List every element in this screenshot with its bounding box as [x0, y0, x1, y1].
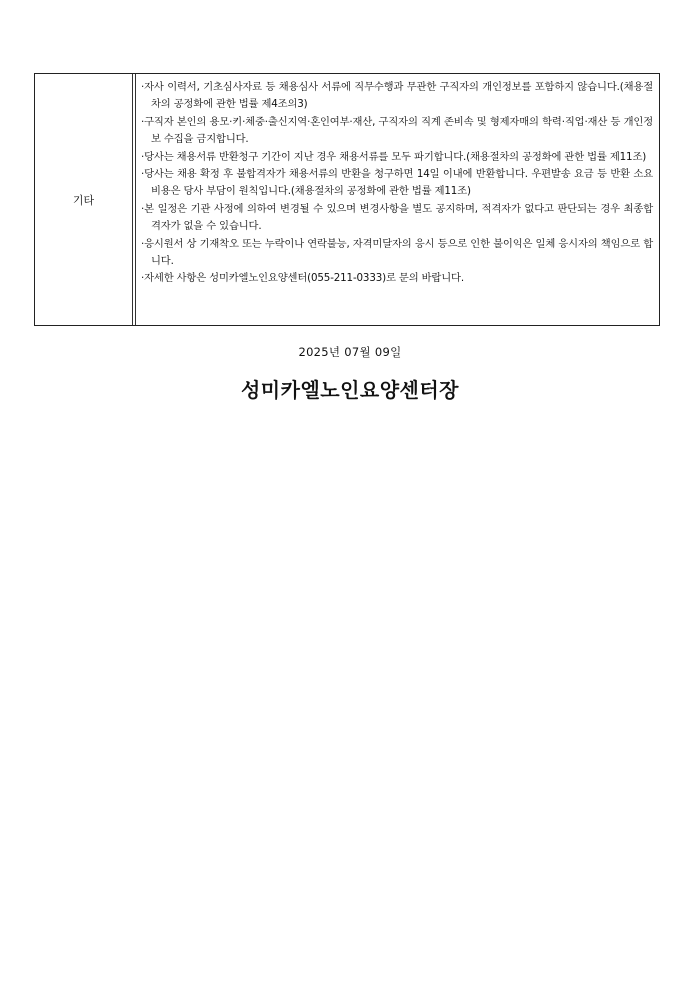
notice-item-contact: ·자세한 사항은 성미카엘노인요양센터(055-211-0333)로 문의 바랍니다. — [141, 272, 464, 285]
notice-item-document-disposal: ·당사는 채용서류 반환청구 기간이 지난 경우 채용서류를 모두 파기합니다.(채용절차의 공정화에 관한 법률 제11조) — [141, 150, 647, 163]
notice-item-personal-info: ·자사 이력서, 기초심사자료 등 채용심사 서류에 직무수행과 무관한 구직자의 개인정보를 포함하지 않습니다.(채용절차의 공정화에 관한 법률 제4조의3) — [141, 81, 653, 111]
notice-table — [34, 73, 660, 326]
label-column — [35, 74, 133, 325]
notice-item-document-return: ·당사는 채용 확정 후 불합격자가 채용서류의 반환을 청구하면 14일 이내에 반환합니다. 우편발송 요금 등 반환 소요 비용은 당사 부담이 원칙입니다.(채용절차의 공정화에 관한 법률 제11조) — [141, 168, 653, 198]
notice-content — [136, 74, 659, 325]
notice-item-schedule-change: ·본 일정은 기관 사정에 의하여 변경될 수 있으며 변경사항을 별도 공지하며, 적격자가 없다고 판단되는 경우 최종합격자가 없을 수 있습니다. — [141, 202, 653, 233]
document-date: 2025년 07월 09일 — [298, 345, 402, 359]
organization-signature: 성미카엘노인요양센터장 — [240, 378, 460, 402]
notice-item-prohibited-collection: ·구직자 본인의 용모·키·체중·출신지역·혼인여부·재산, 구직자의 직계 존비속 및 형제자매의 학력·직업·재산 등 개인정보 수집을 금지합니다. — [141, 115, 653, 146]
notice-item-applicant-responsibility: ·응시원서 상 기재착오 또는 누락이나 연락불능, 자격미달자의 응시 등으로 인한 불이익은 일체 응시자의 책임으로 합니다. — [141, 237, 653, 268]
table-label: 기타 — [72, 193, 95, 207]
